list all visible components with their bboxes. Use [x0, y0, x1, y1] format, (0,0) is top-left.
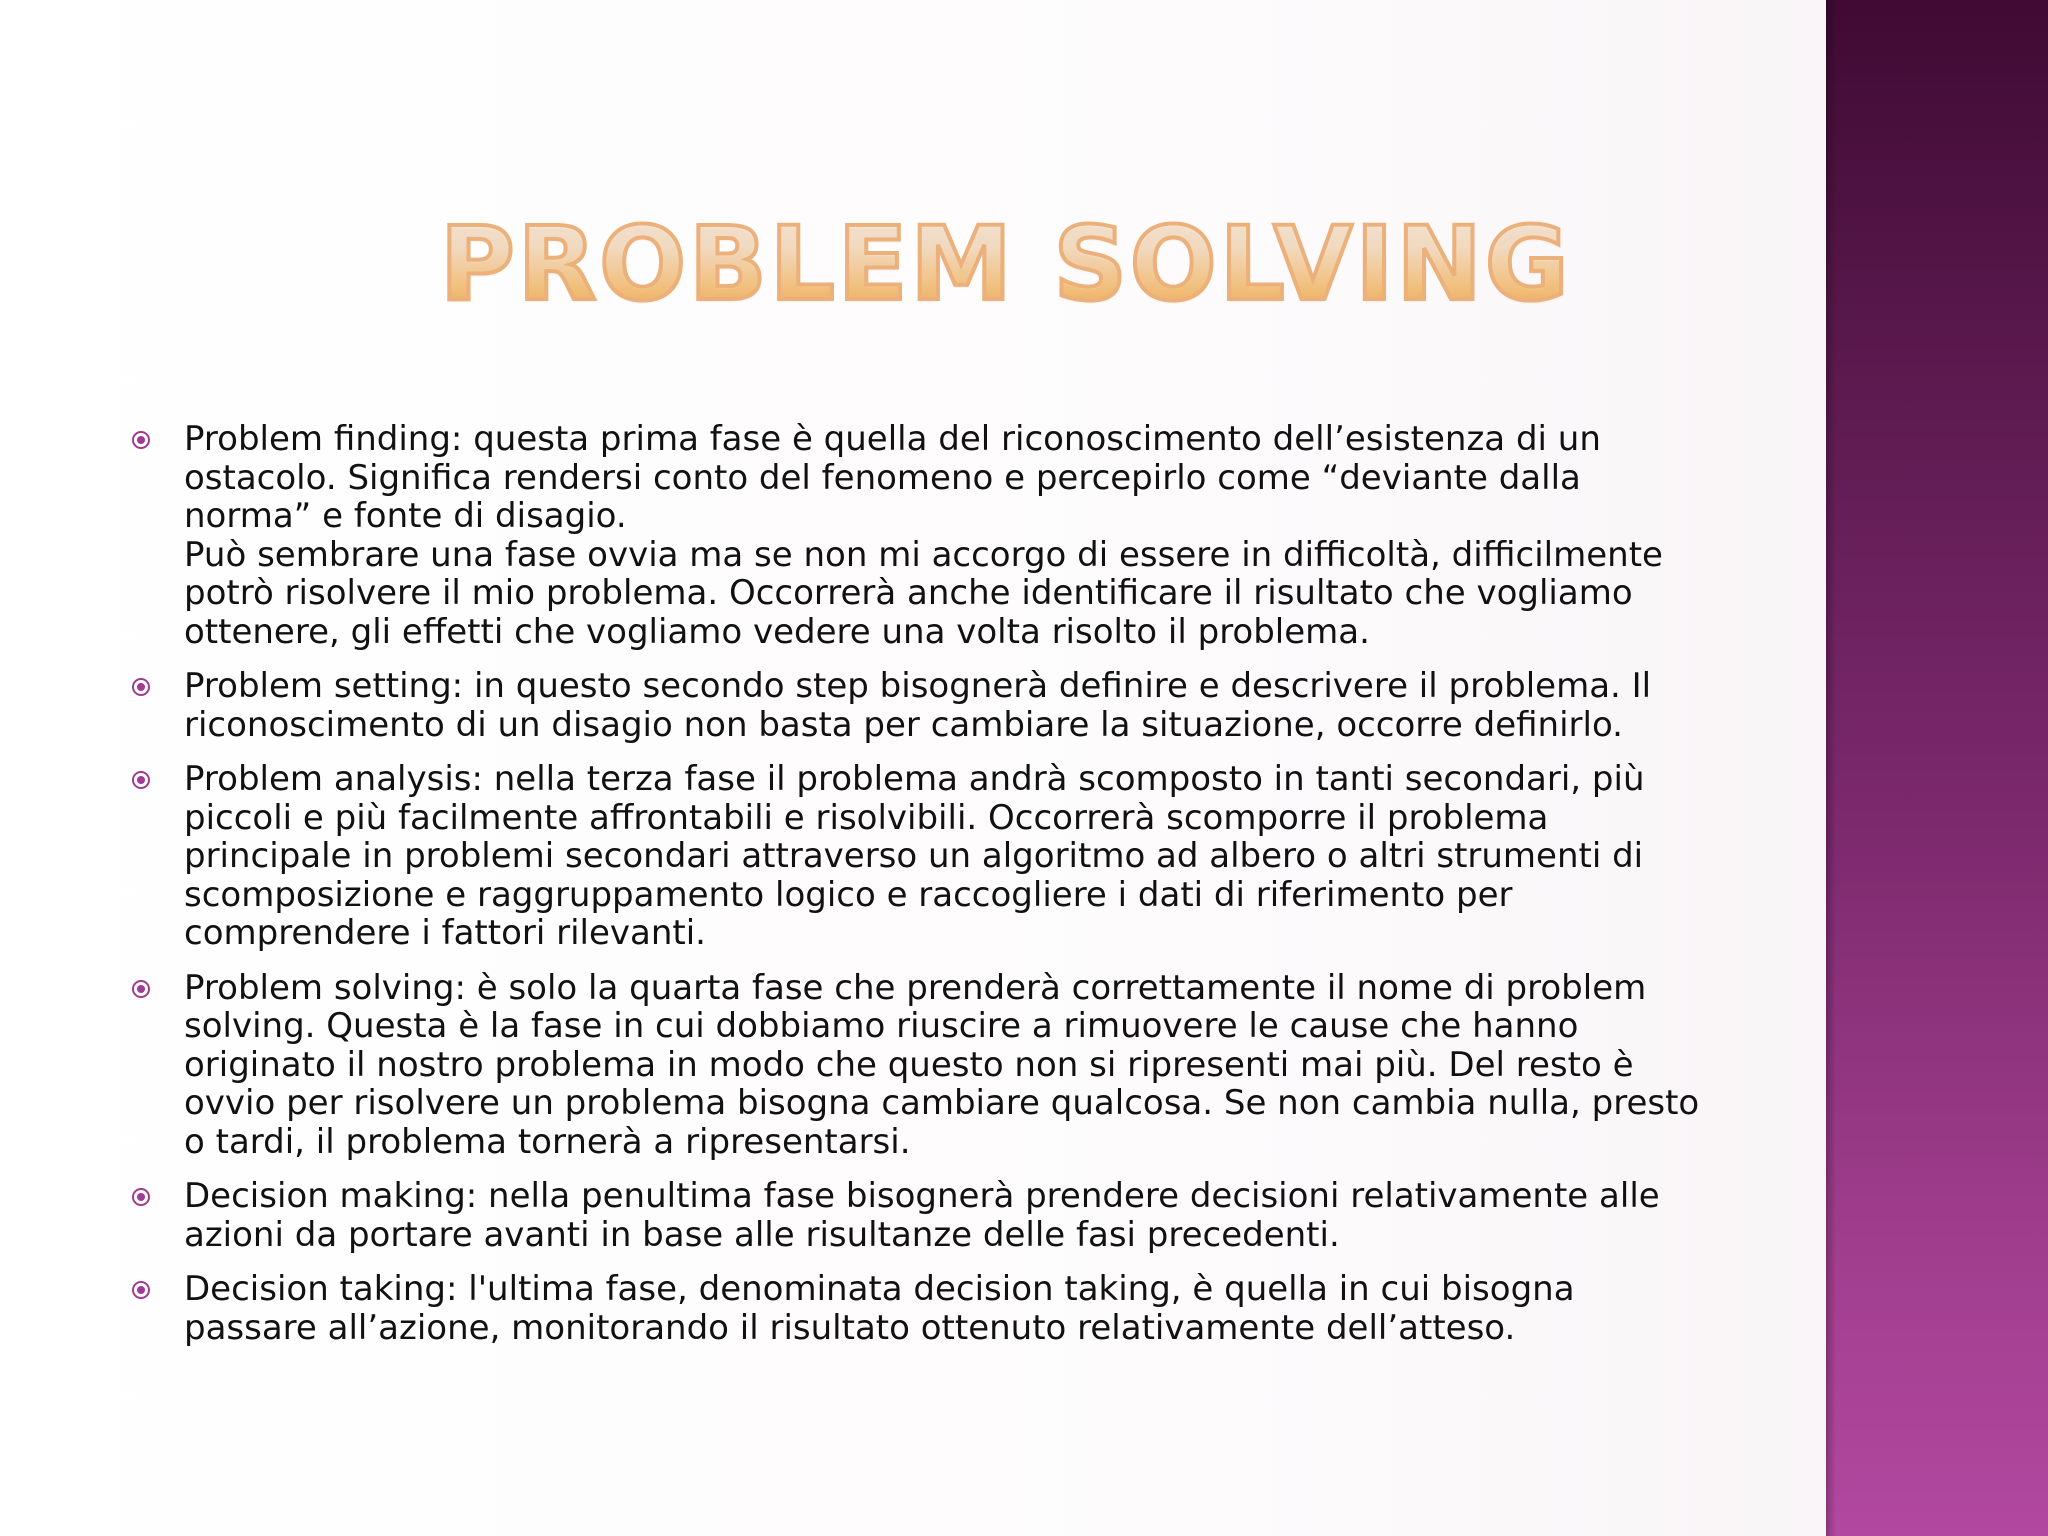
bullet-item-problem-analysis	[132, 760, 1712, 953]
bullet-text: Decision making: nella penultima fase bisognerà prendere decisioni relativamente alle azioni da portare avanti in base alle risultanze delle fasi precedenti.	[184, 1176, 1660, 1255]
slide-title	[440, 200, 1572, 330]
bullet-item-problem-solving	[132, 969, 1712, 1162]
bullet-item-problem-setting	[132, 667, 1712, 744]
target-bullet-icon	[132, 1188, 150, 1206]
bullet-text: Problem finding: questa prima fase è quella del riconoscimento dell’esistenza di un ostacolo. Significa rendersi conto del fenomeno e percepirlo come “deviante dalla norma” e fonte di disagio. Può sembrare una fase ovvia ma se non mi accorgo di essere in difficoltà, difficilmente potrò risolvere il mio problema. Occorrerà anche identificare il risultato che vogliamo ottenere, gli effetti che vogliamo vedere una volta risolto il problema.	[184, 419, 1663, 652]
bullet-text: Problem solving: è solo la quarta fase che prenderà correttamente il nome di problem solving. Questa è la fase in cui dobbiamo riuscire a rimuovere le cause che hanno originato il nostro problema in modo che questo non si ripresenti mai più. Del resto è ovvio per risolvere un problema bisogna cambiare qualcosa. Se non cambia nulla, presto o tardi, il problema tornerà a ripresentarsi.	[184, 967, 1700, 1162]
decorative-side-bar	[1826, 0, 2048, 1536]
slide-title-text: PROBLEM SOLVING	[440, 205, 1572, 324]
bullet-item-decision-taking	[132, 1270, 1712, 1347]
target-bullet-icon	[132, 431, 150, 449]
target-bullet-icon	[132, 1281, 150, 1299]
target-bullet-icon	[132, 678, 150, 696]
bullet-item-problem-finding	[132, 420, 1712, 651]
bullet-text: Problem setting: in questo secondo step bisognerà definire e descrivere il problema. Il riconoscimento di un disagio non basta per cambiare la situazione, occorre definirlo.	[184, 666, 1652, 745]
bullet-item-decision-making	[132, 1177, 1712, 1254]
bullet-text: Problem analysis: nella terza fase il problema andrà scomposto in tanti secondari, più piccoli e più facilmente affrontabili e risolvibili. Occorrerà scomporre il problema principale in problemi secondari attraverso un algoritmo ad albero o altri strumenti di scomposizione e raggruppamento logico e raccogliere i dati di riferimento per comprendere i fattori rilevanti.	[184, 759, 1645, 953]
target-bullet-icon	[132, 771, 150, 789]
bullet-text: Decision taking: l'ultima fase, denominata decision taking, è quella in cui bisogna passare all’azione, monitorando il risultato ottenuto relativamente dell’atteso.	[184, 1269, 1575, 1348]
target-bullet-icon	[132, 980, 150, 998]
bullet-list	[132, 420, 1712, 1363]
